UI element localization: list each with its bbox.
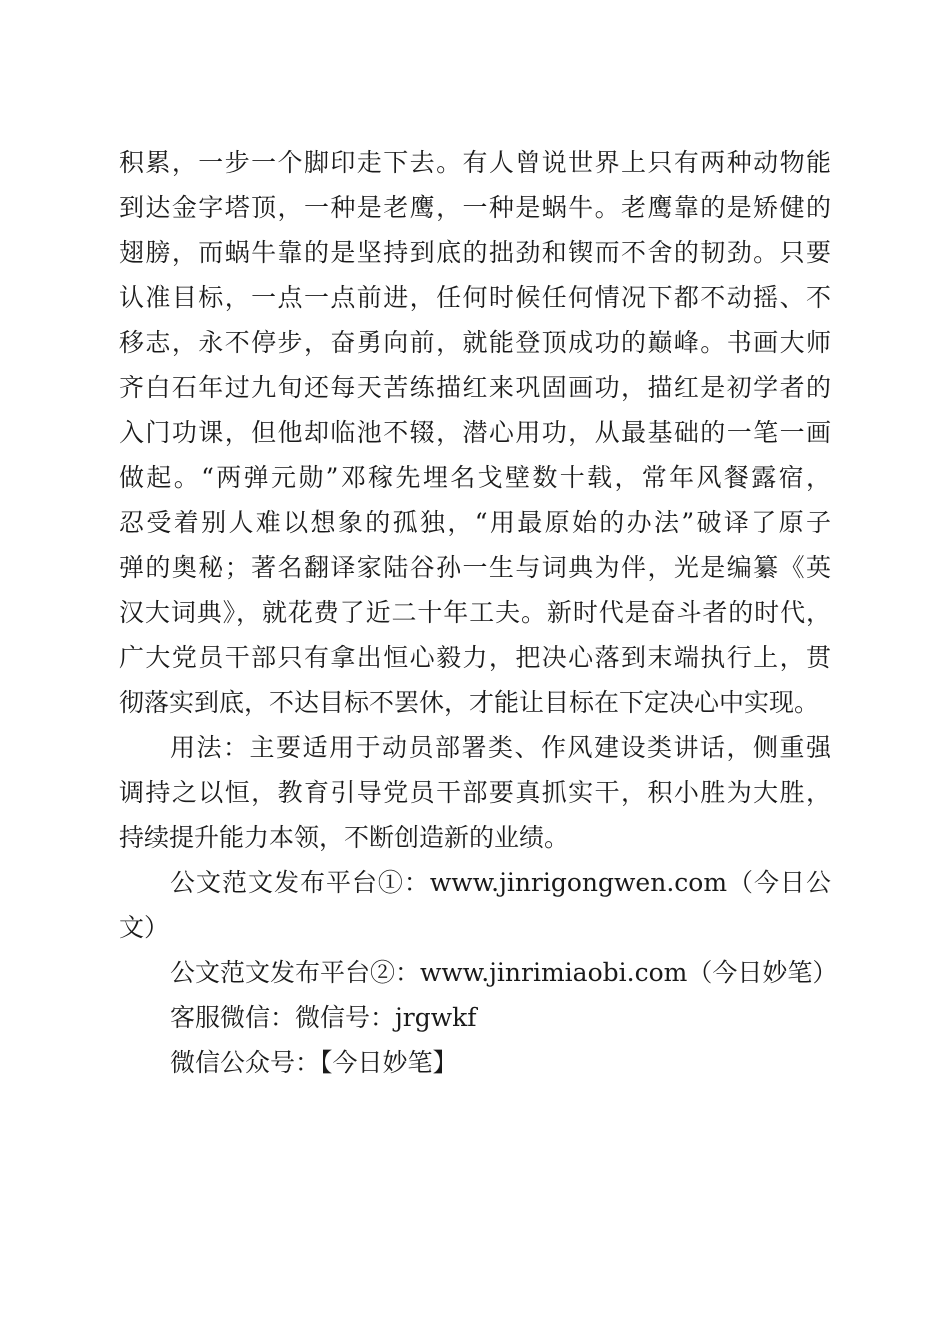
usage-line: 用法：主要适用于动员部署类、作风建设类讲话，侧重强 [170,733,831,762]
usage-line: 调持之以恒，教育引导党员干部要真抓实干，积小胜为大胜， [119,778,831,807]
paragraph-line: 移志，永不停步，奋勇向前，就能登顶成功的巅峰。书画大师 [119,328,831,357]
paragraph-line: 翅膀，而蜗牛靠的是坚持到底的拙劲和锲而不舍的韧劲。只要 [119,238,831,267]
paragraph-line: 认准目标，一点一点前进，任何时候任何情况下都不动摇、不 [119,283,831,312]
paragraph-line: 汉大词典》，就花费了近二十年工夫。新时代是奋斗者的时代， [119,598,831,627]
paragraph-line: 到达金字塔顶，一种是老鹰，一种是蜗牛。老鹰靠的是矫健的 [119,193,831,222]
paragraph-line: 忍受着别人难以想象的孤独，“用最原始的办法”破译了原子 [119,508,831,537]
paragraph-line: 弹的奥秘；著名翻译家陆谷孙一生与词典为伴，光是编纂《英 [119,553,831,582]
official-account-line: 微信公众号：【今日妙笔】 [170,1048,458,1077]
usage-line: 持续提升能力本领，不断创造新的业绩。 [119,823,570,852]
platform2-link-line: 公文范文发布平台②：www.jinrimiaobi.com（今日妙笔） [170,958,838,987]
paragraph-line: 广大党员干部只有拿出恒心毅力，把决心落到末端执行上，贯 [119,643,831,672]
paragraph-line: 齐白石年过九旬还每天苦练描红来巩固画功，描红是初学者的 [119,373,831,402]
platform1-link-line-cont: 文） [119,913,170,942]
paragraph-line: 彻落实到底，不达目标不罢休，才能让目标在下定决心中实现。 [119,688,820,717]
service-wechat-line: 客服微信：微信号：jrgwkf [170,1003,477,1032]
paragraph-line: 入门功课，但他却临池不辍，潜心用功，从最基础的一笔一画 [119,418,831,447]
platform1-link-line: 公文范文发布平台①：www.jinrigongwen.com（今日公 [170,868,831,897]
paragraph-line: 积累，一步一个脚印走下去。有人曾说世界上只有两种动物能 [119,148,831,177]
paragraph-line: 做起。“两弹元勋”邓稼先埋名戈壁数十载，常年风餐露宿， [119,463,831,492]
